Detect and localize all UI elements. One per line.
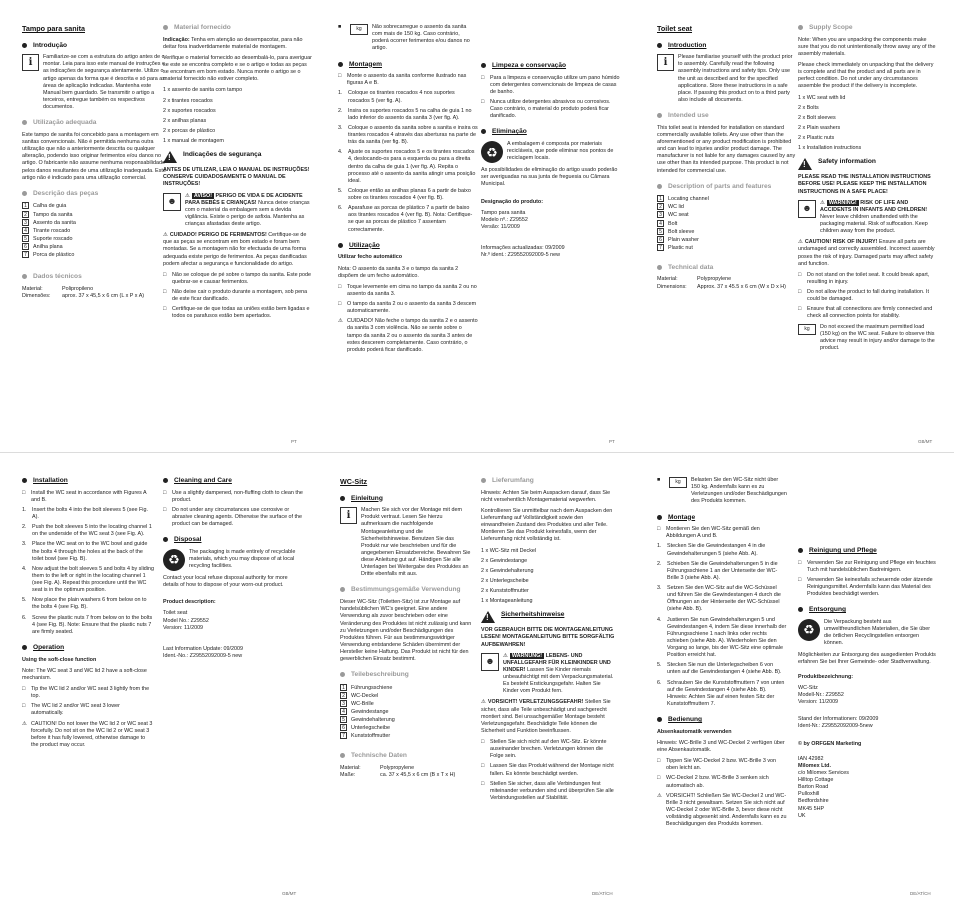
- de-column-2: [481, 477, 617, 805]
- warning-triangle-icon: ⚠: [820, 199, 825, 206]
- de-column-3: [657, 477, 787, 831]
- list-item: □ Certifique-se de que todas as uniões estão bem ligadas e todos os parafusos estão bem apertados.: [163, 306, 310, 320]
- de-column-4: [798, 477, 936, 820]
- pt-supply-note: Indicação: Tenha em atenção ao desempacotar, para não deitar fora inadvertidamente material de montagem.: [163, 36, 303, 50]
- list-item: 4 Bolt: [657, 220, 797, 228]
- pt-use-heading: Utilização adequada: [22, 119, 167, 128]
- warning-triangle-icon: ⚠: [481, 699, 486, 706]
- list-item: 2 x Bolt sleeves: [798, 114, 836, 121]
- address-line: Barton Road: [798, 784, 829, 791]
- en-parts-list: [657, 195, 797, 251]
- pt-util-note: Nota: O assento da sanita 3 e o tampo da sanita 2 dispõem de um fecho automático.: [338, 265, 459, 279]
- de-supply-heading: Lieferumfang: [481, 477, 617, 486]
- list-item: 2 x Plastic nuts: [798, 135, 835, 142]
- list-item: 2 WC-Deckel: [340, 692, 472, 700]
- list-item: 1 Calha de guia: [22, 202, 167, 210]
- list-item: 4. Ajuste os suportes roscados 5 e os tirantes roscados 4, deslocando-os para a esquerda ou para a direita dentro da calha de guia 1 (ver fig. A). Repita o processo até o assento da sanita atingir uma posição ideal.: [338, 149, 476, 184]
- de-vorsicht: ⚠ VORSICHT! VERLETZUNGSGEFAHR! Stellen Sie sicher, dass alle Teile unbeschädigt und sachgerecht montiert sind. Bei unsachgemäßer Montage besteht Verletzungsgefahr. Beschädigte Teile können die Sicherheit und Funktion beeinflussen.: [481, 699, 611, 734]
- list-item: 5. Now place the plain washers 6 from below on to the bolts 4 (see Fig. B).: [22, 597, 147, 611]
- pt-parts-list: [22, 202, 167, 258]
- page-footer-de-1: DE/AT/CH: [592, 891, 613, 897]
- en-safety-heading: ! Safety information: [798, 158, 936, 170]
- recycle-icon: ♻: [798, 619, 820, 641]
- company-name: Milomex Ltd.: [798, 762, 831, 769]
- pt-util-sub: Utilizar fecho automático: [338, 254, 403, 261]
- pt-prod-name: Tampo para sanita: [481, 209, 526, 216]
- spread-page-2: [0, 452, 954, 903]
- pt-clean-heading: Limpeza e conservação: [481, 62, 621, 71]
- pt-prod-model: Modelo nº.: Z29552: [481, 216, 528, 223]
- page-footer-en-1: GB/MT: [918, 439, 933, 445]
- recycle-icon: ♻: [481, 141, 503, 163]
- de-disp2: Möglichkeiten zur Entsorgung des ausgedienten Produkts erfahren Sie bei Ihrer Gemeinde- oder Stadtverwaltung.: [798, 651, 936, 665]
- list-item: 1 Locating channel: [657, 195, 797, 203]
- address-line: Hilltop Cottage: [798, 777, 834, 784]
- de-column-1: [340, 477, 472, 779]
- pt-intro-heading: Introdução: [22, 42, 167, 51]
- pt-prod-version: Versão: 11/2009: [481, 223, 520, 230]
- list-item: 1. Coloque os tirantes roscados 4 nos suportes roscados 5 (ver fig. A).: [338, 90, 455, 104]
- list-item: 6 Plain washer: [657, 236, 797, 244]
- list-item: □ Não se coloque de pé sobre o tampo da sanita. Este pode quebrar-se e causar ferimentos.: [163, 271, 312, 285]
- list-item: 4. Justieren Sie nun Gewindehalterungen 5 und Gewindestangen 4, indem Sie diese innerhalb der Führungsschiene 1 nach links oder rechts schieben (siehe Abb. A). Wiederholen Sie den Vorgang so lange, bis der WC-Sitz eine optimale Position erreicht hat.: [657, 616, 787, 659]
- de-use-heading: Bestimmungsgemäße Verwendung: [340, 586, 472, 595]
- list-item: 1 Führungsschiene: [340, 684, 472, 692]
- list-item: 3 Assento da sanita: [22, 219, 167, 227]
- en-disp-heading: Disposal: [163, 536, 303, 545]
- pt-util-bullets: □ Toque levemente em cima no tampo da sanita 2 ou no assento da sanita 3. □ O tampo da sanita 2 ou o assento da sanita 3 descem automaticamente. ⚠ CUIDADO! Não feche o tampo da sanita 2 e o assento da sanita 3 com violência. Não se sente sobre o tampo da sanita 2 ou o assento da sanita 3 antes de estes descerem completamente. Caso contrário, o produto poderá ficar danificado.: [338, 283, 478, 353]
- recycle-icon: ♻: [163, 549, 185, 571]
- de-mount-bullet: □ Montieren Sie den WC-Sitz gemäß den Abbildungen A und B.: [657, 526, 760, 540]
- list-item: 2 x Gewindehalterung: [481, 567, 534, 574]
- max-weight-icon: kg: [669, 477, 687, 488]
- en-column-3: [22, 477, 154, 752]
- pt-info-ident: Nr.º ident.: Z29552092009-5 new: [481, 252, 560, 259]
- en-prod-name: Toilet seat: [163, 610, 188, 617]
- list-item: 7 Plastic nut: [657, 244, 797, 252]
- list-item: 5. Coloque então as anilhas planas 6 a partir de baixo sobre os tirantes roscados 4 (ver fig. B).: [338, 187, 471, 202]
- list-item: 1 x assento de sanita com tampo: [163, 87, 243, 94]
- list-item: 5 Gewindehalterung: [340, 716, 472, 724]
- pt-info-update: Informações actualizadas: 09/2009: [481, 245, 565, 252]
- list-item: 6. Aparafuse as porcas de plástico 7 a partir de baixo aos tirantes roscados 4 (ver fig. B). Nota: Certifique-se que as porcas de plástico 7 assentam correctamente.: [338, 205, 473, 233]
- list-item: 2 x porcas de plástico: [163, 127, 216, 134]
- info-book-icon: i: [22, 54, 39, 71]
- en-tech-material: Material: Polypropylene: [657, 276, 732, 283]
- warning-triangle-icon: ⚠: [163, 232, 168, 239]
- de-warnung-block: ☻ ⚠ WARNUNG! LEBENS- UND UNFALLGEFAHR FÜR KLEINKINDER UND KINDER! Lassen Sie Kinder niemals unbeaufsichtigt mit dem Verpackungsmaterial. Es besteht Erstickungsgefahr. Halten Sie Kinder vom Produkt fern.: [481, 653, 617, 696]
- de-parts-list: [340, 684, 472, 740]
- list-item: 4. Now adjust the bolt sleeves 5 and bolts 4 by sliding them to the left or right in the locating channel 1 (see Fig. A). Repeat this procedure until the WC seat is in the optimum position.: [22, 565, 154, 594]
- list-item: 6 Anilha plana: [22, 243, 167, 251]
- en-supply-heading: Supply Scope: [798, 24, 936, 33]
- en-caution: ⚠ CAUTION! RISK OF INJURY! Ensure all parts are undamaged and correctly assembled. Incorrect assembly poses the risk of injury. Damaged parts may affect safety and function.: [798, 239, 935, 267]
- list-item: □ Não deixe cair o produto durante a montagem, sob pena de este ficar danificado.: [163, 289, 308, 303]
- page-footer-en-2: GB/MT: [282, 891, 297, 897]
- list-item: 2. Insira os suportes roscados 5 na calha de guia 1 no lado inferior do assento da sanita 3 (ver fig. A).: [338, 107, 472, 121]
- en-intro-heading: Introduction: [657, 42, 797, 51]
- list-item: 1 x manual de montagem: [163, 138, 224, 145]
- warning-triangle-icon: ⚠: [798, 239, 803, 246]
- en-safety-bullets: □ Do not stand on the toilet seat. It could break apart, resulting in injury. □ Do not allow the product to fall during installation. It could be damaged. □ Ensure that all connections are firmly connected and check all connection points for stability.: [798, 271, 933, 320]
- de-mount-heading: Montage: [657, 514, 787, 523]
- en-op-note: Note: The WC seat 3 and WC lid 2 have a soft-close mechanism.: [22, 667, 147, 681]
- en-inst-steps: [22, 507, 154, 636]
- de-use-text: Dieser WC-Sitz (Toiletten-Sitz) ist zur Montage auf handelsüblichen WC's geeignet. Eine andere Verwendung als zuvor beschrieben oder eine Veränderung des Produktes ist nicht zulässig und kann zu Verletzungen und/oder Beschädigungen des Produktes führen. Für aus bestimmungswidriger Verwendung entstandene Schäden übernimmt der Hersteller keine Haftung. Das Produkt ist nicht für den gewerblichen Einsatz bestimmt.: [340, 599, 472, 663]
- de-supply-note: Hinweis: Achten Sie beim Auspacken darauf, dass Sie nicht versehentlich Montagematerial wegwerfen.: [481, 489, 611, 503]
- list-item: 3 WC-Brille: [340, 700, 472, 708]
- brand-line: © by ORFGEN Marketing: [798, 740, 862, 747]
- child-hazard-icon: ☻: [481, 653, 499, 671]
- de-clean-bullets: □ Verwenden Sie zur Reinigung und Pflege ein feuchtes Tuch mit handelsüblichen Badreinigern. □ Verwenden Sie keinesfalls scheuernde oder ätzende Reinigungsmittel. Andernfalls kann das Material des Produktes beschädigt werden.: [798, 559, 936, 598]
- list-item: 3. Place the WC seat on to the WC bowl and guide the bolts 4 through the holes at the back of the toilet bowl (see Fig. B).: [22, 541, 148, 562]
- en-prod-version: Version: 11/2009: [163, 624, 204, 631]
- en-tech-dimensions: Dimensions: Approx. 37 x 45.5 x 6 cm (W x D x H): [657, 283, 786, 290]
- pt-aviso-block: ☻ ⚠ AVISO! PERIGO DE VIDA E DE ACIDENTE PARA BEBÉS E CRIANÇAS! Nunca deixe crianças com o material da embalagem sem a devida vigilância. Existe o perigo de asfixia. Mantenha as crianças afastadas deste artigo.: [163, 193, 313, 229]
- info-book-icon: i: [340, 507, 357, 524]
- list-item: 2 WC lid: [657, 203, 797, 211]
- list-item: 3. Coloque o assento da sanita sobre a sanita e insira os tirantes roscados 4 através das aberturas na parte de trás da sanita (ver fig. B).: [338, 124, 478, 146]
- ian-number: IAN 42982: [798, 755, 824, 762]
- list-item: 6. Schrauben Sie die Kunststoffmuttern 7 von unten auf die Gewindestangen 4 (siehe Abb. B). Hinweis: Achten Sie auf einen festen Sitz der Kunststoffmuttern 7.: [657, 679, 785, 707]
- en-clean-heading: Cleaning and Care: [163, 477, 303, 486]
- list-item: 1. Stecken Sie die Gewindestangen 4 in die Gewindehalterungen 5 (siehe Abb. A).: [657, 543, 766, 557]
- de-info-ident: Ident-Nr.: Z29552092009-5new: [798, 723, 873, 730]
- pt-weight-block: ■ kg Não sobrecarregue o assento da sanita com mais de 150 kg. Caso contrário, poderá ocorrer ferimentos e/ou danos no artigo.: [338, 24, 470, 52]
- list-item: 3 WC seat: [657, 211, 797, 219]
- de-prod-model: Modell-Nr.: Z29552: [798, 692, 844, 699]
- de-safety-heading: ! Sicherheitshinweise: [481, 611, 617, 623]
- en-disp-block: ♻ The packaging is made entirely of recyclable materials, which you may dispose of at local recycling facilities.: [163, 549, 303, 571]
- warning-triangle-icon: ⚠: [503, 652, 508, 659]
- en-tech-heading: Technical data: [657, 264, 797, 273]
- en-info-update: Last Information Update: 09/2009: [163, 645, 244, 652]
- max-weight-icon: kg: [350, 24, 368, 35]
- warning-triangle-icon: [163, 151, 177, 163]
- list-item: 2 Tampo da sanita: [22, 211, 167, 219]
- list-item: 4 Tirante roscado: [22, 227, 167, 235]
- list-item: 5. Stecken Sie nun die Unterlegscheiben 6 von unten auf die Gewindestangen 4 (siehe Abb. B).: [657, 662, 782, 676]
- child-hazard-icon: ☻: [798, 200, 816, 218]
- list-item: 2 x anilhas planas: [163, 117, 207, 124]
- pt-clean-bullets: □ Para a limpeza e conservação utilize um pano húmido com detergentes convencionais de limpeza de casas de banho. □ Nunca utilize detergentes abrasivos ou corrosivos. Caso contrário, o material do produto poderá ficar danificado.: [481, 74, 620, 120]
- en-disp2: Contact your local refuse disposal authority for more details of how to dispose of your worn-out product.: [163, 575, 288, 589]
- list-item: 1 x WC seat with lid: [798, 94, 846, 101]
- pt-elim-heading: Eliminação: [481, 128, 621, 137]
- pt-safety-intro: ANTES DE UTILIZAR, LEIA O MANUAL DE INSTRUÇÕES! CONSERVE CUIDADOSAMENTE O MANUAL DE INSTRUÇÕES!: [163, 167, 310, 188]
- en-safety-intro: PLEASE READ THE INSTALLATION INSTRUCTIONS BEFORE USE! PLEASE KEEP THE INSTALLATION INSTRUCTIONS IN A SAFE PLACE!: [798, 174, 931, 195]
- de-bed-heading: Bedienung: [657, 716, 787, 725]
- pt-mount-bullet: □ Monte o assento da sanita conforme ilustrado nas figuras A e B.: [338, 73, 467, 87]
- pt-parts-heading: Descrição das peças: [22, 190, 167, 199]
- list-item: 5 Suporte roscado: [22, 235, 167, 243]
- max-weight-icon: kg: [798, 324, 816, 335]
- pt-elim-block: ♻ A embalagem é composta por materiais recicláveis, que pode eliminar nos pontos de reciclagem locais.: [481, 141, 621, 163]
- en-warning-block: ☻ ⚠ WARNING! RISK OF LIFE AND ACCIDENTS IN INFANTS AND CHILDREN! Never leave children unattended with the packaging material. Risk of suffocation. Keep children away from the product.: [798, 200, 936, 236]
- de-supply-list: [481, 548, 617, 606]
- pt-use-text: Este tampo de sanita foi concebido para a montagem em sanitas convencionais. Não é permitida nenhuma outra utilização que não a anteriormente descrita ou qualquer alteração, podendo isso originar ferimentos e/ou danos no artigo. O fabricante não assume nenhuma responsabilidade pelos danos resultantes de uma utilização inadequada. Este artigo não é indicado para uma utilização comercial.: [22, 131, 166, 181]
- de-disp-heading: Entsorgung: [798, 606, 936, 615]
- child-hazard-icon: ☻: [163, 193, 181, 211]
- address-line: c/o Milomex Services: [798, 769, 849, 776]
- pt-column-1: [22, 24, 167, 300]
- section-bullet-icon: [22, 43, 27, 48]
- list-item: 7 Porca de plástico: [22, 251, 167, 259]
- info-book-icon: i: [657, 54, 674, 71]
- page-footer-de-2: DE/AT/CH: [910, 891, 931, 897]
- de-safety-bullets: □ Stellen Sie sich nicht auf den WC-Sitz. Er könnte auseinander brechen. Verletzungen können die Folge sein. □ Lassen Sie das Produkt während der Montage nicht fallen. Es könnte beschädigt werden. □ Stellen Sie sicher, dass alle Verbindungen fest miteinander verbunden sind und überprüfen Sie alle Verbindungsstellen auf Stabilität.: [481, 739, 614, 801]
- list-item: 1 x WC-Sitz mit Deckel: [481, 547, 537, 554]
- pt-intro-block: [22, 54, 167, 111]
- list-item: 2 x Kunststoffmutter: [481, 588, 529, 595]
- pt-cuidado: ⚠ CUIDADO! PERIGO DE FERIMENTOS! Certifique-se de que as peças se encontram em bom estado e foram bem montadas. Se a montagem não for efectuada de uma forma adequada existe perigo de ferimentos. As peças danificadas podem afectar a segurança e funcionalidade do artigo.: [163, 232, 307, 267]
- de-bed-note: Hinweis: WC-Brille 3 und WC-Deckel 2 verfügen über eine Absenkautomatik.: [657, 739, 785, 754]
- en-column-1: [657, 24, 797, 291]
- list-item: 6 Unterlegscheibe: [340, 724, 472, 732]
- en-use-heading: Intended use: [657, 112, 797, 121]
- de-weight-block: ■ kg Belasten Sie den WC-Sitz nicht über 150 kg. Andernfalls kann es zu Verletzungen und/oder Beschädigungen des Produkts kommen.: [657, 477, 787, 505]
- de-prod-heading: Produktbezeichnung:: [798, 673, 854, 680]
- list-item: 1 x Installation instructions: [798, 145, 862, 152]
- en-prod-model: Model No.: Z29552: [163, 617, 209, 624]
- en-op-heading: Operation: [22, 644, 154, 653]
- de-intro-heading: Einleitung: [340, 495, 472, 504]
- address-line: Pulloxhill: [798, 791, 820, 798]
- list-item: 7 Kunststoffmutter: [340, 732, 472, 740]
- list-item: 1 x Montageanleitung: [481, 598, 533, 605]
- pt-tech-heading: Dados técnicos: [22, 273, 167, 282]
- en-weight-block: kg Do not exceed the maximum permitted load (150 kg) on the WC seat. Failure to observe this advice may result in injury and/or damage to the product.: [798, 324, 936, 353]
- pt-intro-text: Familiarize-se com a estrutura do artigo antes de o montar. Leia para isso este manual de instruções e as indicações de segurança atentamente. Utilize o artigo apenas da forma que é descrita e só para as áreas de aplicação indicadas. Mantenha este Manual bem guardado. Se transmitir o artigo a terceiros, entregue também os respectivos documentos.: [43, 54, 165, 111]
- pt-tech-material: Material: Polipropileno: [22, 285, 94, 292]
- list-item: 2 x tirantes roscados: [163, 97, 213, 104]
- en-supply-list: [798, 95, 936, 153]
- en-intro-block: i Please familiarise yourself with the product prior to assembly. Carefully read the following assembly instructions and safety tips. Only use the unit as described and for the specified applications. Store these instructions in a safe place. If passing this product on to a third party also include all documents.: [657, 54, 797, 104]
- pt-title: Tampo para sanita: [22, 24, 85, 33]
- list-item: 2. Schieben Sie die Gewindehalterungen 5 in die Führungsschiene 1 an der Unterseite der WC-Brille 3 (siehe Abb. A).: [657, 560, 778, 581]
- address-line: MK45 5HP: [798, 805, 825, 812]
- pt-supply-heading: Material fornecido: [163, 24, 313, 33]
- list-item: 2 x Gewindestange: [481, 557, 528, 564]
- warning-triangle-icon: [481, 611, 495, 623]
- de-tech-dimensions: Maße: ca. 37 x 45,5 x 6 cm (B x T x H): [340, 772, 456, 779]
- en-inst-heading: Installation: [22, 477, 154, 486]
- en-info-ident: Ident.-No.: Z29552092009-5 new: [163, 652, 243, 659]
- en-parts-heading: Description of parts and features: [657, 183, 797, 192]
- de-info-update: Stand der Informationen: 09/2009: [798, 716, 879, 723]
- de-prod-name: WC-Sitz: [798, 684, 818, 691]
- address-line: Bedfordshire: [798, 798, 829, 805]
- list-item: 4 Gewindestange: [340, 708, 472, 716]
- pt-safety-heading: ! Indicações de segurança: [163, 151, 313, 163]
- pt-safety-bullets: [163, 272, 313, 321]
- de-intro-block: i Machen Sie sich vor der Montage mit dem Produkt vertraut. Lesen Sie hierzu aufmerksam die nachfolgende Montageanleitung und die Sicherheitshinweise. Benutzen Sie das Produkt nur wie beschrieben und für die angegebenen Einsatzbereiche. Bewahren Sie diese Anleitung gut auf. Händigen Sie alle Unterlagen bei Weitergabe des Produktes an Dritte ebenfalls mit aus.: [340, 507, 472, 578]
- pt-mount-steps: [338, 90, 478, 233]
- en-column-4: [163, 477, 303, 660]
- en-title: Toilet seat: [657, 24, 693, 33]
- address-line: UK: [798, 812, 806, 819]
- de-safety-intro: VOR GEBRAUCH BITTE DIE MONTAGEANLEITUNG LESEN! MONTAGEANLEITUNG BITTE SORGFÄLTIG AUFBEWAHREN!: [481, 627, 615, 648]
- list-item: 6. Screw the plastic nuts 7 from below on to the bolts 4 (see Fig. B). Note: Ensure that the plastic nuts 7 are firmly seated.: [22, 614, 153, 635]
- pt-elim2: As possibilidades de eliminação do artigo usado poderão ser averiguadas na sua junta de freguesia ou Câmara Municipal.: [481, 167, 618, 188]
- en-supply-check: Please check immediately on unpacking that the delivery is complete and that the product and all parts are in perfect condition. Do not under any circumstances assemble the product if the delivery is incomplete.: [798, 62, 934, 90]
- list-item: 2 x Bolts: [798, 104, 819, 111]
- de-tech-heading: Technische Daten: [340, 752, 472, 761]
- list-item: 1. Insert the bolts 4 into the bolt sleeves 5 (see Fig. A).: [22, 506, 148, 521]
- de-prod-version: Version: 11/2009: [798, 699, 839, 706]
- pt-column-4: [481, 24, 621, 259]
- list-item: 5 Bolt sleeve: [657, 228, 797, 236]
- en-prod-heading: Product description:: [163, 599, 216, 606]
- de-parts-heading: Teilebeschreibung: [340, 671, 472, 680]
- de-supply-check: Kontrollieren Sie unmittelbar nach dem Auspacken den Lieferumfang auf Vollständigkeit sowie den einwandfreien Zustand des Produktes und aller Teile. Montieren Sie das Produkt keinesfalls, wenn der Lieferumfang nicht vollständig ist.: [481, 507, 613, 543]
- pt-supply-check: Verifique o material fornecido ao desembalá-lo, para averiguar se este se encontra completo e se o artigo e todas as peças se encontram em bom estado. Nunca monte o artigo se o material fornecido não estiver completo.: [163, 54, 312, 83]
- page-footer-pt-1: PT: [291, 439, 297, 445]
- pt-column-2: [163, 24, 313, 324]
- de-mount-steps: [657, 543, 787, 708]
- en-op-sub: Using the soft-close function: [22, 656, 97, 663]
- pt-util-heading: Utilização: [338, 242, 478, 251]
- en-clean-bullets: □ Use a slightly dampened, non-fluffing cloth to clean the product. □ Do not under any circumstances use corrosive or abrasive cleaning agents. Otherwise the surface of the product can be damaged.: [163, 489, 303, 528]
- warning-triangle-icon: ⚠: [185, 192, 190, 199]
- en-op-bullets: □ Tip the WC lid 2 and/or WC seat 3 lightly from the top. □ The WC lid 2 and/or WC seat 3 lower automatically. ⚠ CAUTION! Do not lower the WC lid 2 or WC seat 3 forcefully. Do not sit on the WC lid 2 or WC seat 3 before it has fully lowered, otherwise damage to the product may occur.: [22, 686, 153, 748]
- list-item: 2 x Plain washers: [798, 124, 841, 131]
- pt-supply-list: [163, 87, 313, 145]
- de-tech-material: Material: Polypropylene: [340, 765, 415, 772]
- pt-mount-heading: Montagem: [338, 61, 478, 70]
- en-column-2: [798, 24, 936, 356]
- de-title: WC-Sitz: [340, 477, 368, 486]
- warning-triangle-icon: [798, 158, 812, 170]
- pt-column-3: [338, 24, 478, 357]
- pt-prod-heading: Designação do produto:: [481, 198, 543, 205]
- list-item: 2. Push the bolt sleeves 5 into the locating channel 1 on the underside of the WC seat 3 (see Fig. A).: [22, 524, 152, 538]
- en-use-text: This toilet seat is intended for installation on standard commercially available toilets. Any use other than the aforementioned or any product modification is prohibited and can lead to injuries and/or product damage. The manufacturer is not liable for any damages caused by any use other than its intended purpose. This product is not intended for commercial use.: [657, 124, 796, 174]
- de-clean-heading: Reinigung und Pflege: [798, 547, 936, 556]
- de-bed-sub: Absenkautomatik verwenden: [657, 728, 732, 735]
- list-item: 2 x suportes roscados: [163, 107, 216, 114]
- en-inst-bullet: □ Install the WC seat in accordance with Figures A and B.: [22, 489, 147, 503]
- pt-tech-dimensions: Dimensões: aprox. 37 x 45,5 x 6 cm (L x P x A): [22, 292, 145, 299]
- de-disp-block: ♻ Die Verpackung besteht aus umweltfreundlichen Materialien, die Sie über die örtlichen Recyclingstellen entsorgen können.: [798, 619, 936, 648]
- de-bed-bullets: □ Tippen Sie WC-Deckel 2 bzw. WC-Brille 3 von oben leicht an. □ WC-Deckel 2 bzw. WC-Brille 3 senken sich automatisch ab. ⚠ VORSICHT! Schließen Sie WC-Deckel 2 und WC-Brille 3 nicht gewaltsam. Setzen Sie sich nicht auf WC-Deckel 2 oder WC-Brille 3, bevor diese nicht vollständig abgesenkt sind. Andernfalls kann es zu Beschädigungen des Produkts kommen.: [657, 758, 787, 828]
- spread-page-1: [0, 0, 954, 451]
- list-item: 3. Setzen Sie den WC-Sitz auf die WC-Schüssel und führen Sie die Gewindestangen 4 durch die Öffnungen an der Hinterseite der WC-Schüssel (siehe Abb. B).: [657, 585, 781, 613]
- page-footer-pt-2: PT: [609, 439, 615, 445]
- en-supply-note: Note: When you are unpacking the components make sure that you do not unintentionally throw away any of the assembly materials.: [798, 36, 936, 57]
- list-item: 2 x Unterlegscheibe: [481, 577, 529, 584]
